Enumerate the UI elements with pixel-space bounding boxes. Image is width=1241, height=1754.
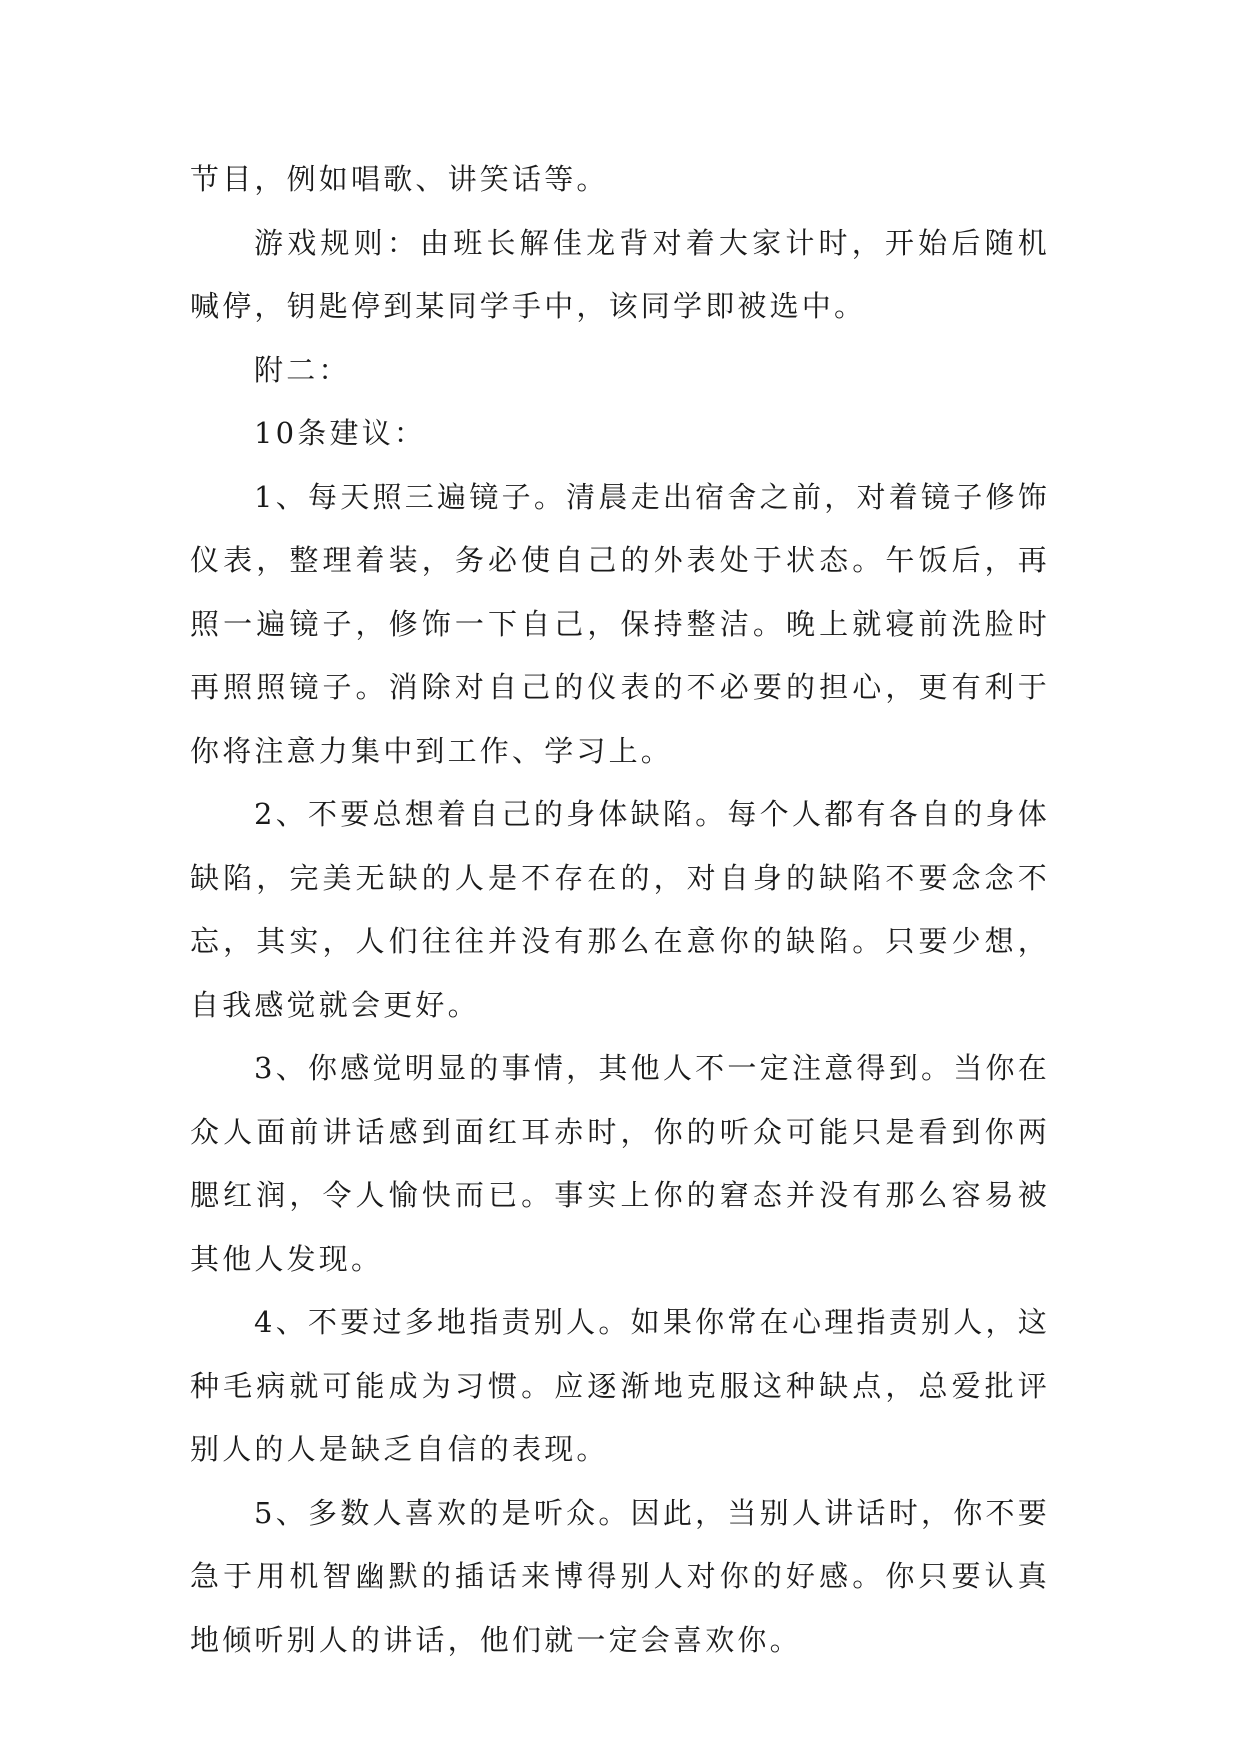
paragraph-7: 3、你感觉明显的事情，其他人不一定注意得到。当你在众人面前讲话感到面红耳赤时，你的听众可能只是看到你两腮红润，令人愉快而已。事实上你的窘态并没有那么容易被其他人发现。	[190, 1051, 1050, 1276]
paragraph-2: 游戏规则：由班长解佳龙背对着大家计时，开始后随机喊停，钥匙停到某同学手中，该同学即被选中。	[190, 225, 1050, 323]
paragraph-5: 1、每天照三遍镜子。清晨走出宿舍之前，对着镜子修饰仪表，整理着装，务必使自己的外表处于状态。午饭后，再照一遍镜子，修饰一下自己，保持整洁。晚上就寝前洗脸时再照照镜子。消除对自己的仪表的不必要的担心，更有利于你将注意力集中到工作、学习上。	[190, 479, 1050, 768]
paragraph-4: 10条建议：	[254, 416, 427, 450]
paragraph-3: 附二：	[254, 352, 351, 387]
paragraph-9: 5、多数人喜欢的是听众。因此，当别人讲话时，你不要急于用机智幽默的插话来博得别人对你的好感。你只要认真地倾听别人的讲话，他们就一定会喜欢你。	[190, 1495, 1050, 1657]
paragraph-1: 节目，例如唱歌、讲笑话等。	[190, 162, 609, 196]
document-body	[190, 148, 1050, 1672]
paragraph-6: 2、不要总想着自己的身体缺陷。每个人都有各自的身体缺陷，完美无缺的人是不存在的，对自身的缺陷不要念念不忘，其实，人们往往并没有那么在意你的缺陷。只要少想，自我感觉就会更好。	[190, 797, 1050, 1022]
paragraph-8: 4、不要过多地指责别人。如果你常在心理指责别人，这种毛病就可能成为习惯。应逐渐地克服这种缺点，总爱批评别人的人是缺乏自信的表现。	[190, 1305, 1050, 1466]
